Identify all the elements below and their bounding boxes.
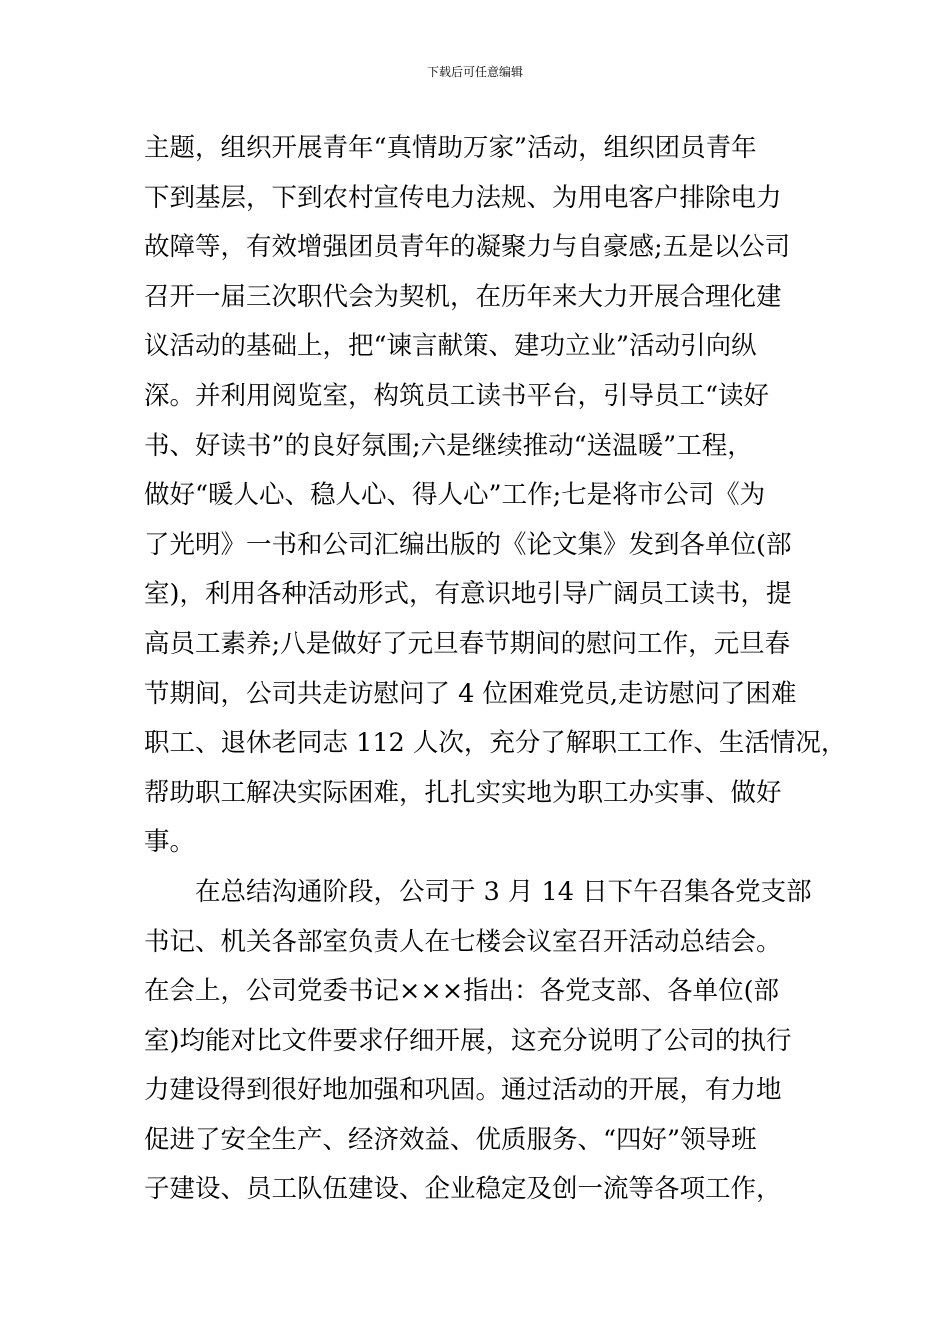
paragraph-1 — [144, 124, 847, 868]
text-line: 了光明》一书和公司汇编出版的《论文集》发到各单位(部 — [144, 529, 792, 560]
text-line: 在会上，公司党委书记×××指出：各党支部、各单位(部 — [144, 976, 780, 1007]
text-line: 促进了安全生产、经济效益、优质服务、“四好”领导班 — [144, 1124, 757, 1155]
text-line: 故障等，有效增强团员青年的凝聚力与自豪感;五是以公司 — [144, 232, 791, 263]
text-line: 在总结沟通阶段，公司于 3 月 14 日下午召集各党支部 — [144, 876, 812, 907]
text-line: 力建设得到很好地加强和巩固。通过活动的开展，有力地 — [144, 1075, 782, 1106]
text-line: 主题，组织开展青年“真情助万家”活动，组织团员青年 — [144, 133, 757, 163]
text-line: 高员工素养;八是做好了元旦春节期间的慰问工作，元旦春 — [144, 628, 791, 659]
text-line: 深。并利用阅览室，构筑员工读书平台，引导员工“读好 — [144, 380, 770, 411]
text-line: 室)，利用各种活动形式，有意识地引导广阔员工读书，提 — [144, 579, 792, 610]
text-line: 节期间，公司共走访慰问了 4 位困难党员,走访慰问了困难 — [144, 678, 797, 709]
page-header: 下载后可任意编辑 — [426, 65, 523, 79]
paragraph-2 — [144, 868, 834, 1215]
text-line: 职工、退休老同志 112 人次，充分了解职工工作、生活情况， — [144, 728, 847, 759]
text-line: 议活动的基础上，把“谏言献策、建功立业”活动引向纵 — [144, 331, 757, 362]
text-line: 书记、机关各部室负责人在七楼会议室召开活动总结会。 — [144, 926, 782, 957]
text-line: 召开一届三次职代会为契机，在历年来大力开展合理化建 — [144, 281, 782, 312]
text-line: 子建设、员工队伍建设、企业稳定及创一流等各项工作， — [144, 1174, 782, 1205]
text-line: 做好“暖人心、稳人心、得人心”工作;七是将市公司《为 — [144, 480, 766, 511]
body-text — [144, 124, 847, 1215]
text-line: 事。 — [144, 827, 196, 858]
text-line: 室)均能对比文件要求仔细开展，这充分说明了公司的执行 — [144, 1025, 792, 1056]
text-line: 书、好读书”的良好氛围;六是继续推动“送温暖”工程， — [144, 430, 753, 461]
text-line: 下到基层，下到农村宣传电力法规、为用电客户排除电力 — [144, 182, 782, 213]
text-line: 帮助职工解决实际困难，扎扎实实地为职工办实事、做好 — [144, 777, 782, 808]
